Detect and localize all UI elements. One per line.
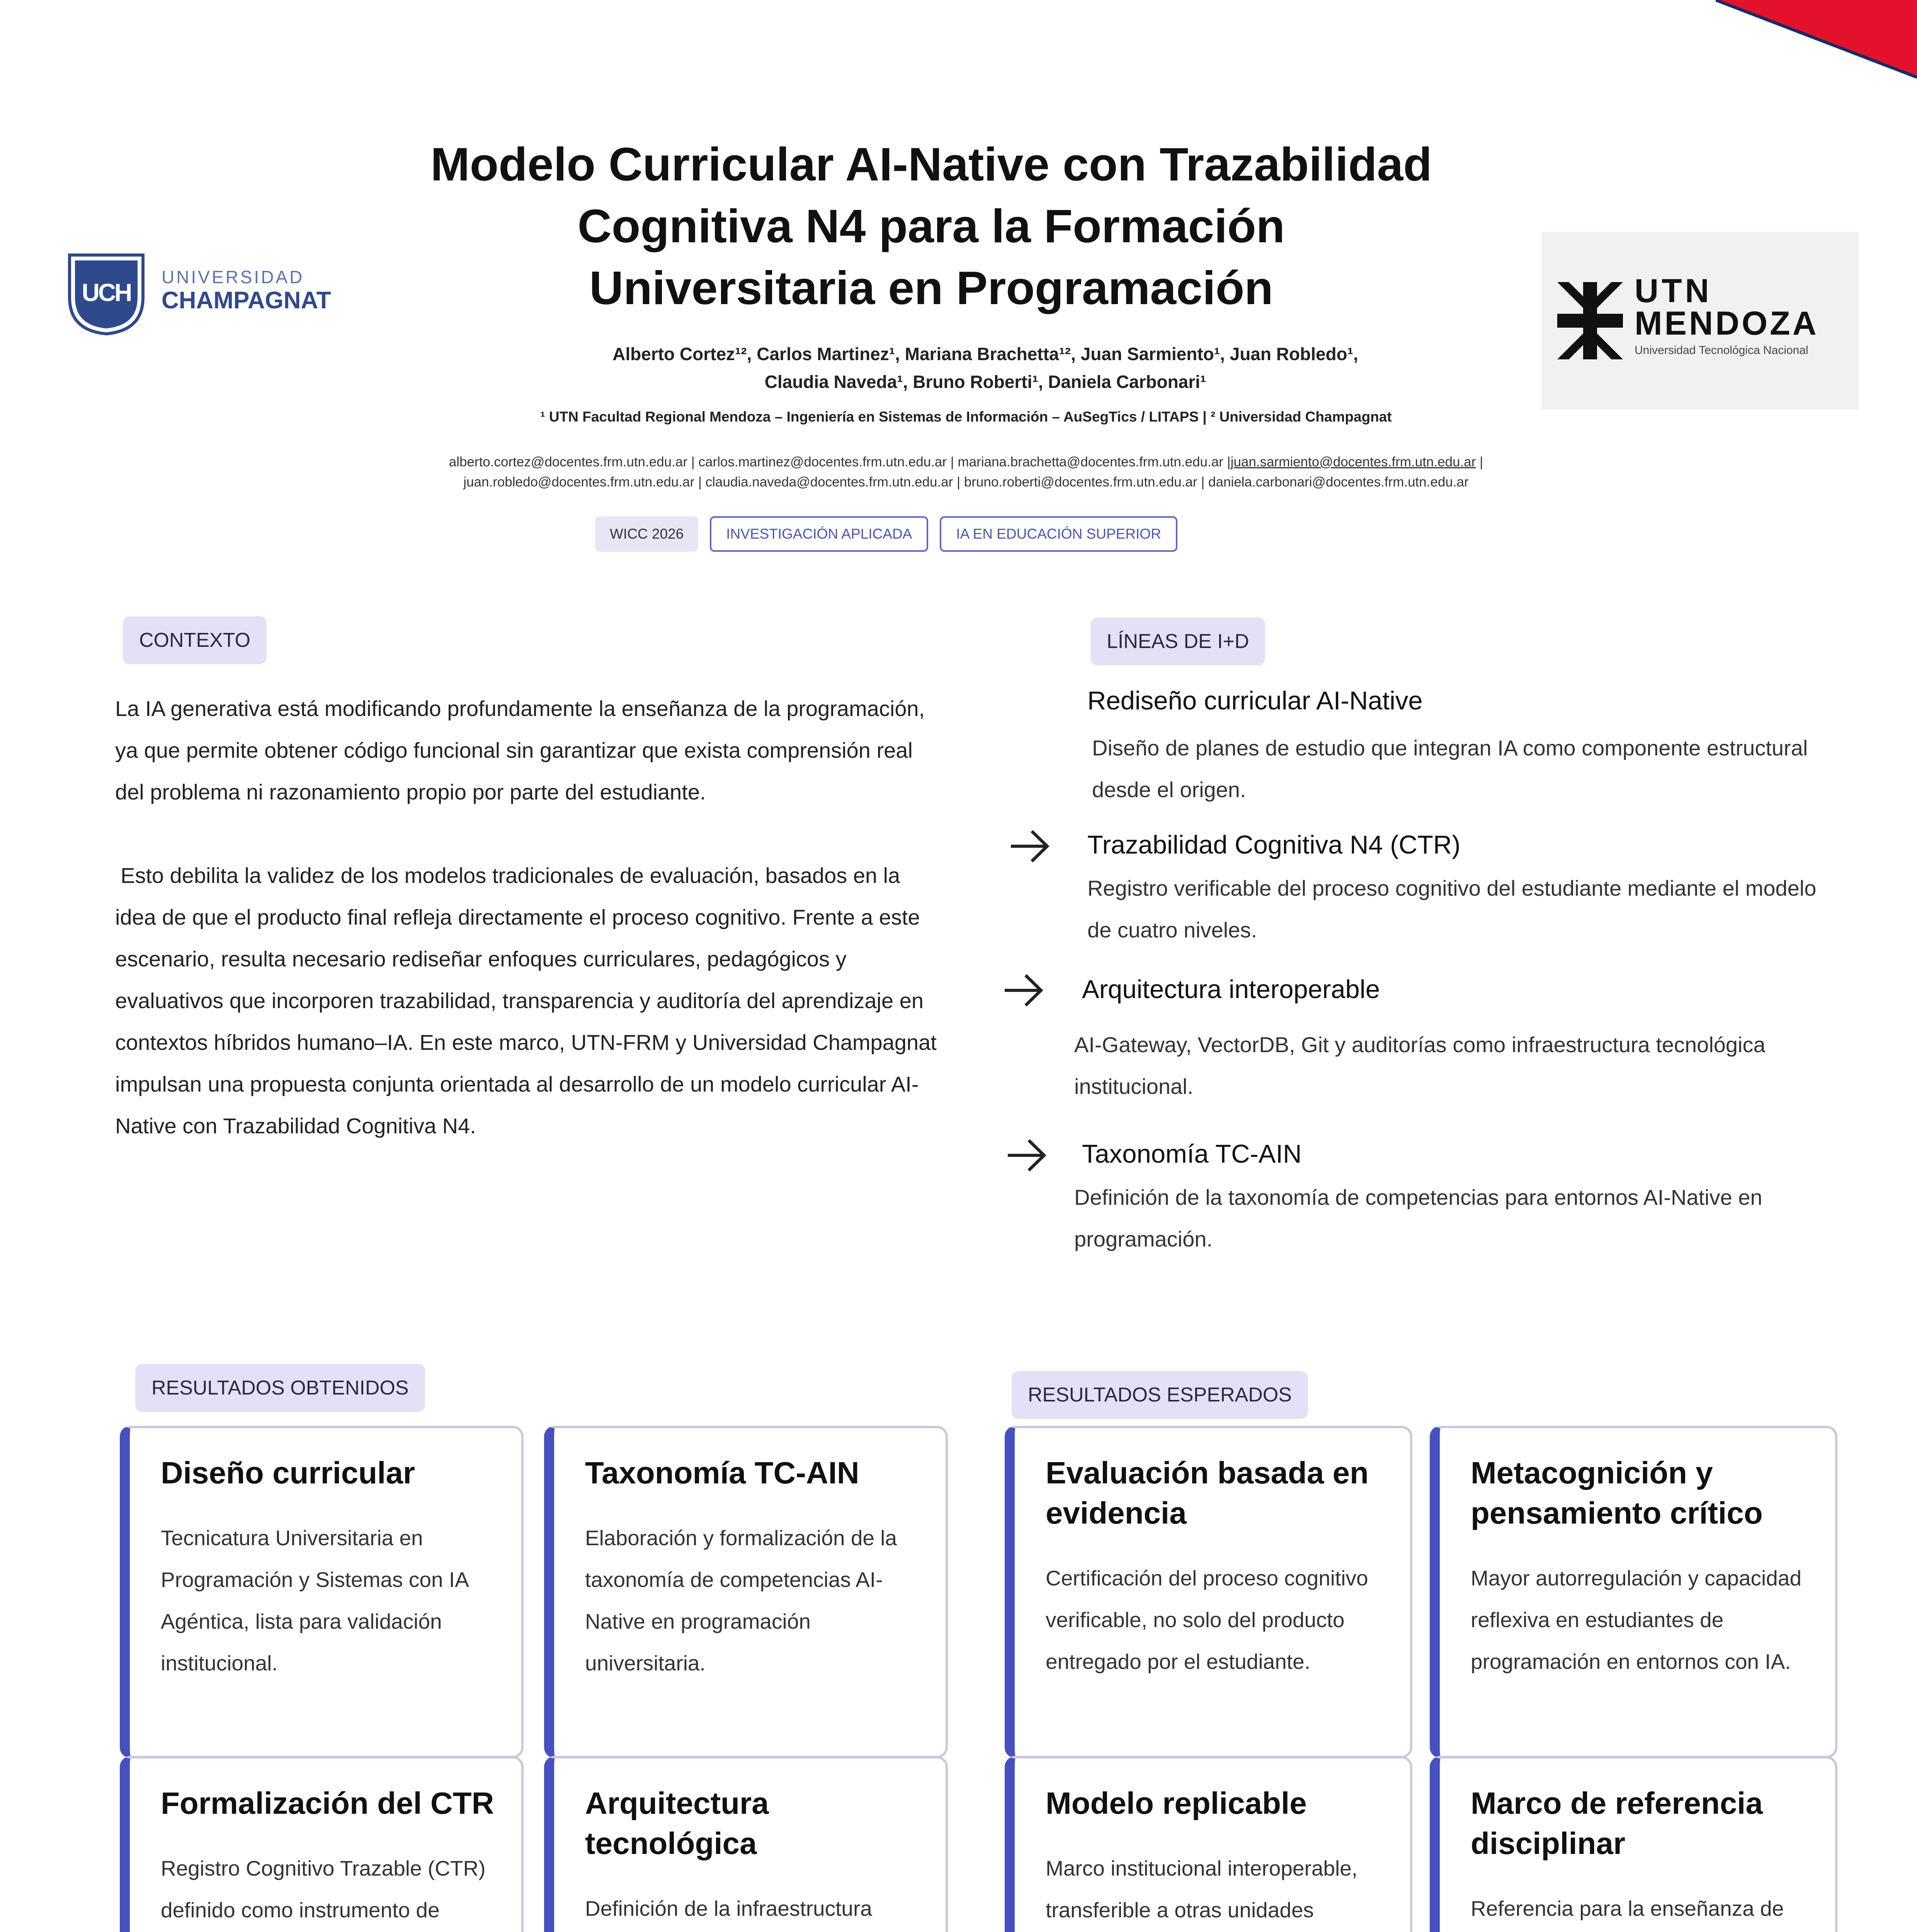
authors-line-1: Alberto Cortez¹², Carlos Martinez¹, Mariana Brachetta¹², Juan Sarmiento¹, Juan Robledo¹, (612, 344, 1358, 364)
card-title: Taxonomía TC-AIN (585, 1456, 859, 1490)
card-title: Metacognición y pensamiento crítico (1471, 1456, 1763, 1530)
linea-4-title: Taxonomía TC-AIN (1082, 1139, 1302, 1168)
arrow-right-icon (1008, 825, 1054, 867)
card-title: Evaluación basada en evidencia (1046, 1456, 1369, 1530)
contexto-paragraph-2: Esto debilita la validez de los modelos tradicionales de evaluación, basados en la idea de que el producto final refleja directamente el proceso cognitivo. Frente a este escenario, resulta necesario rediseñar enfoques curriculares, pedagógicos y evaluativos que incorporen trazabilidad, transparencia y auditoría del aprendizaje en contextos híbridos humano–IA. En este marco, UTN-FRM y Universidad Champagnat impulsan una propuesta conjunta orientada al desarrollo de un modelo curricular AI-Native con Trazabilidad Cognitiva N4. (115, 863, 937, 1138)
title-line-3: Universitaria en Programación (589, 262, 1273, 314)
resultados-obtenidos-label: RESULTADOS OBTENIDOS (135, 1364, 425, 1412)
utn-name-line2: MENDOZA (1635, 305, 1819, 342)
resultados-esperados-label: RESULTADOS ESPERADOS (1012, 1371, 1308, 1419)
linea-3-text: AI-Gateway, VectorDB, Git y auditorías como infraestructura tecnológica institucional. (1074, 1032, 1766, 1099)
card-text: Tecnicatura Universitaria en Programación y Sistemas con IA Agéntica, lista para validación institucional. (161, 1526, 468, 1675)
utn-logo (1542, 232, 1859, 410)
card-title: Arquitectura tecnológica (585, 1786, 769, 1861)
linea-2-title: Trazabilidad Cognitiva N4 (CTR) (1087, 830, 1461, 859)
linea-4-text: Definición de la taxonomía de competencias para entornos AI-Native en programación. (1074, 1185, 1762, 1251)
card-text: Elaboración y formalización de la taxonomía de competencias AI-Native en programación universitaria. (585, 1526, 897, 1675)
title-line-2: Cognitiva N4 para la Formación (577, 200, 1285, 252)
card-title: Formalización del CTR (161, 1786, 494, 1820)
utn-name-line1: UTN (1635, 272, 1712, 310)
card-text: Marco institucional interoperable, transferible a otras unidades (1046, 1856, 1358, 1922)
emails-line-2: juan.robledo@docentes.frm.utn.edu.ar | claudia.naveda@docentes.frm.utn.edu.ar | bruno.roberti@docentes.frm.utn.edu.ar | daniela.carbonari@docentes.frm.utn.edu.ar (463, 474, 1469, 490)
card-title: Modelo replicable (1046, 1786, 1307, 1820)
linea-1-title: Rediseño curricular AI-Native (1087, 686, 1423, 715)
corner-decoration (1716, 0, 1917, 81)
linea-1-text: Diseño de planes de estudio que integran IA como componente estructural desde el origen. (1092, 736, 1808, 802)
tag-ia-educacion: IA EN EDUCACIÓN SUPERIOR (940, 516, 1177, 552)
tag-list (595, 516, 1177, 553)
arrow-right-icon (1002, 969, 1048, 1012)
card-text: Referencia para la enseñanza de (1471, 1896, 1784, 1920)
result-card-diseno (120, 1426, 524, 1758)
uch-mark: UCH (82, 279, 131, 306)
expected-card-modelo (1005, 1756, 1412, 1932)
card-text: Mayor autorregulación y capacidad reflexiva en estudiantes de programación en entornos con IA. (1471, 1566, 1802, 1673)
expected-card-metacognicion (1430, 1426, 1837, 1758)
card-text: Registro Cognitivo Trazable (CTR) definido como instrumento de (161, 1856, 486, 1922)
card-text: Definición de la infraestructura (585, 1896, 872, 1920)
result-card-arquitectura (544, 1756, 948, 1932)
card-title: Marco de referencia disciplinar (1471, 1786, 1763, 1861)
contexto-label: CONTEXTO (123, 616, 267, 664)
affiliations: ¹ UTN Facultad Regional Mendoza – Ingeniería en Sistemas de Información – AuSegTics / LITAPS | ² Universidad Champagnat (540, 409, 1392, 425)
utn-name-line3: Universidad Tecnológica Nacional (1635, 344, 1808, 357)
tag-wicc: WICC 2026 (595, 516, 698, 552)
arrow-right-icon (1005, 1134, 1051, 1177)
result-card-ctr (120, 1756, 524, 1932)
uch-name-line1: UNIVERSIDAD (162, 267, 304, 287)
contexto-paragraph-1: La IA generativa está modificando profundamente la enseñanza de la programación, ya que permite obtener código funcional sin garantizar que exista comprensión real del problema ni razonamiento propio por parte del estudiante. (115, 696, 925, 804)
linea-3-title: Arquitectura interoperable (1082, 975, 1380, 1004)
uch-logo (66, 251, 359, 340)
poster-title (359, 133, 1503, 319)
emails (232, 452, 1700, 492)
card-text: Certificación del proceso cognitivo verificable, no solo del producto entregado por el estudiante. (1046, 1566, 1368, 1673)
emails-line-1: alberto.cortez@docentes.frm.utn.edu.ar | carlos.martinez@docentes.frm.utn.edu.ar | mariana.brachetta@docentes.frm.utn.edu.ar |juan.sarmiento@docentes.frm.utn.edu.ar | (449, 454, 1483, 469)
email-link[interactable]: juan.sarmiento@docentes.frm.utn.edu.ar (1230, 454, 1476, 469)
title-line-1: Modelo Curricular AI-Native con Trazabilidad (430, 138, 1432, 190)
authors (541, 340, 1430, 396)
tag-investigacion: INVESTIGACIÓN APLICADA (710, 516, 928, 552)
uch-name-line2: CHAMPAGNAT (162, 287, 331, 314)
lineas-label: LÍNEAS DE I+D (1090, 617, 1265, 665)
card-title: Diseño curricular (161, 1456, 415, 1490)
linea-2-text: Registro verificable del proceso cognitivo del estudiante mediante el modelo de cuatro niveles. (1087, 876, 1817, 942)
result-card-taxonomia (544, 1426, 948, 1758)
contexto-body (115, 688, 938, 1147)
expected-card-evaluacion (1005, 1426, 1412, 1758)
expected-card-marco (1430, 1756, 1837, 1932)
authors-line-2: Claudia Naveda¹, Bruno Roberti¹, Daniela Carbonari¹ (764, 372, 1206, 392)
